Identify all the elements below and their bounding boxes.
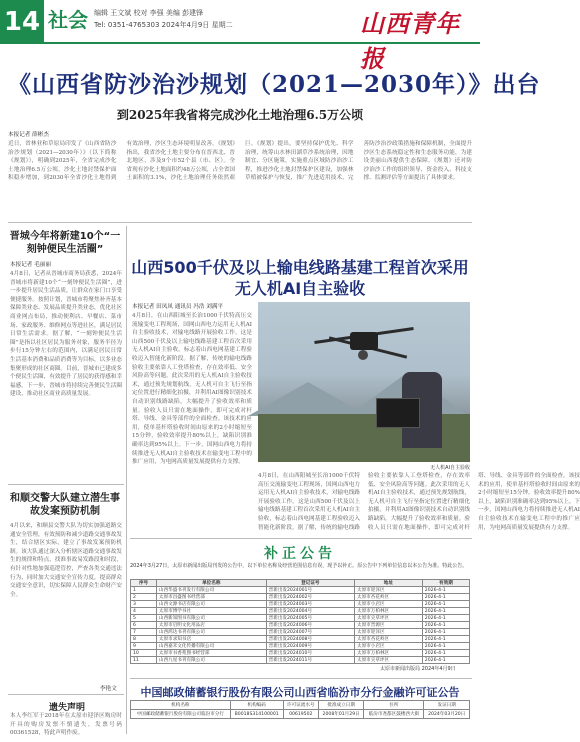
divider — [130, 538, 472, 539]
table-cell: 山西鸿达书刊有限公司 — [156, 629, 266, 636]
notice-table — [130, 579, 470, 664]
table-cell: 太原市小店区 — [354, 643, 422, 650]
controller-screen — [376, 398, 420, 428]
table-cell: 中国邮政储蓄银行股份有限公司临汾市分行 — [131, 710, 231, 719]
table-cell: 临汾市尧都区鼓楼西大街 — [364, 710, 424, 719]
table-row — [131, 657, 470, 664]
drone-photo — [258, 302, 470, 462]
main-story-byline: 本报记者 田凤凤 通讯员 冯浩 刘满平 — [132, 304, 224, 310]
table-cell: 晋新出发2024007号 — [266, 629, 354, 636]
table-header-cell: 有效期 — [422, 580, 469, 587]
notice-lost-body: 本人李红军于2018年在太原市迎泽区购房时开具的购房发票不慎遗失，发票号码00361528，特此声明作废。 — [10, 713, 122, 737]
table-cell: 晋新出发2024006号 — [266, 622, 354, 629]
table-cell: 晋新出发2024002号 — [266, 594, 354, 601]
table-cell: 2026-4-1 — [422, 615, 469, 622]
table-header-row — [131, 580, 470, 587]
table-cell: 5 — [131, 615, 157, 622]
table-row — [131, 636, 470, 643]
table-cell: 机构名称 — [131, 701, 231, 710]
bank-license-table — [130, 700, 470, 719]
bank-row-head — [131, 701, 470, 710]
column-divider — [126, 226, 127, 734]
table-cell: 晋新出发2024008号 — [266, 636, 354, 643]
table-header-cell: 登记证号 — [266, 580, 354, 587]
table-header-cell: 序号 — [131, 580, 157, 587]
notice-lost-title: 遗失声明 — [48, 703, 85, 713]
table-cell: 2 — [131, 594, 157, 601]
table-cell: 晋新出发2024003号 — [266, 601, 354, 608]
table-cell: 山西九星书刊有限公司 — [156, 657, 266, 664]
table-cell: 晋新出发2024011号 — [266, 657, 354, 664]
table-cell: 2026-4-1 — [422, 650, 469, 657]
table-cell: 太原市杏花岭区 — [354, 594, 422, 601]
table-row — [131, 615, 470, 622]
table-cell: 3 — [131, 601, 157, 608]
bank-license-title: 中国邮政储蓄银行股份有限公司山西省临汾市分行金融许可证公告 — [140, 686, 460, 699]
main-story-headline: 山西500千伏及以上输电线路基建工程首次采用无人机AI自主验收 — [131, 258, 469, 298]
newspaper-masthead-logo: 山西青年报 — [360, 9, 460, 73]
table-cell: 太原市尖草坪区 — [354, 615, 422, 622]
table-cell: 晋新出发2024005号 — [266, 615, 354, 622]
table-cell: 2026-4-1 — [422, 601, 469, 608]
table-cell: 00619502 — [283, 710, 318, 719]
table-row — [131, 601, 470, 608]
notice-intro: 2024年3月27日，太原市新闻出版局刊发的公告中，以下单位名称及经营范围信息有误，现予以补正。原公告中下列单位信息以本公告为准。特此公告。 — [130, 563, 468, 569]
story-byline-jincheng: 本报记者 毛丽丽 — [10, 262, 51, 268]
table-cell: 山西华盛书刊发行有限公司 — [156, 587, 266, 594]
table-row — [131, 629, 470, 636]
table-cell: 10 — [131, 650, 157, 657]
divider — [8, 222, 472, 223]
story-title-jincheng: 晋城今年将新建10个“一刻钟便民生活圈” — [9, 231, 121, 255]
story-title-heshun: 和顺交警大队建立潜生事故发案预防机制 — [10, 493, 120, 517]
table-cell: 晋新出发2024009号 — [266, 643, 354, 650]
table-cell: 太原市迎泽区 — [354, 629, 422, 636]
table-cell: 太原市晋源区 — [354, 622, 422, 629]
divider — [130, 678, 472, 679]
table-cell: 太原市博学书社 — [156, 608, 266, 615]
story-body-jincheng: 4月8日，记者从晋城市商务局获悉，2024年晋城市将新建10个“一刻钟便民生活圈”，进一步提升居民生活品质，让群众在家门口享受便捷服务。按照计划，晋城市将聚焦补齐基本保障类业态、发展品质提升类业态，优化社区商业网点布局，推动便利店、早餐店、菜市场、家政服务、维修网点等进社区，满足居民日常生活需求。据了解，“一刻钟便民生活圈”是指以社区居民为服务对象，服务半径为步行15分钟左右的范围内，以满足居民日常生活基本消费和品质消费等为目标，以多业态集聚形成的社区商圈。目前，晋城市已建成多个便民生活圈，有效提升了居民的获得感和幸福感。下一步，晋城市将持续完善便民生活圈建设，推动社区商业高质量发展。 — [10, 271, 122, 398]
divider — [8, 694, 124, 695]
table-cell: 2026-4-1 — [422, 622, 469, 629]
table-cell: 山西新知图书有限公司 — [156, 615, 266, 622]
table-cell: 2024年03月20日 — [424, 710, 470, 719]
table-cell: 太原市小店区 — [354, 601, 422, 608]
drone-camera-icon — [358, 350, 368, 360]
table-cell: 批准成立日期 — [318, 701, 364, 710]
table-cell: 太原市启明文化用品店 — [156, 622, 266, 629]
editors-line: 编辑 王文斌 校对 李强 美编 彭建锋 — [94, 9, 204, 17]
table-cell: 2026-4-1 — [422, 643, 469, 650]
table-cell: 8 — [131, 636, 157, 643]
date-line: Tel: 0351-4765303 2024年4月9日 星期二 — [94, 21, 233, 29]
story-byline-heshun: 李艳文 — [100, 686, 117, 692]
table-cell: 4 — [131, 608, 157, 615]
table-header-cell: 单位名称 — [156, 580, 266, 587]
table-cell: 太原市书香苑图书经营部 — [156, 650, 266, 657]
lead-subhead: 到2025年我省将完成沙化土地治理6.5万公顷 — [116, 108, 364, 122]
main-story-body-col2: 4月8日，在山西阳城至长治1000千伏特高压交流输变电工程现场，国网山西电力运用无人机AI自主验收技术，对输电线路开展验收工作。这是山西500千伏及以上输电线路基建工程首次采用无人机AI自主验收，标志着山西电网基建工程验收迈入智能化新阶段。据了解，传统的输电线路验收主要依靠人工登塔检查，存在效率低、安全风险高等问题。此次采用的无人机AI自主验收技术，通过预先规划航线，无人机可自主飞行至指定位置进行精细化拍摄，并利用AI图像识别技术自动识别线路缺陷，大幅提升了验收效率和质量。验收人员只需在地面操作，即可完成对杆塔、导线、金具等部件的全面检查。该技术的应用，使单基杆塔验收时间由原来的2小时缩短至15分钟，验收效率提升80%以上，缺陷识别准确率达到95%以上。下一步，国网山西电力将持续推进无人机AI自主验收技术在输变电工程中的推广应用，为电网高质量发展提供有力支撑。 — [258, 473, 580, 531]
table-cell: 2026-4-1 — [422, 629, 469, 636]
lead-headline: 《山西省防沙治沙规划（2021—2030年）》出台 — [8, 71, 541, 98]
table-cell: 太原市迎泽区 — [354, 587, 422, 594]
table-cell: B0018S314100001 — [230, 710, 283, 719]
table-cell: 太原市杏花岭区 — [354, 636, 422, 643]
drone-body — [350, 332, 378, 350]
table-row — [131, 594, 470, 601]
table-cell: 晋新出发2024001号 — [266, 587, 354, 594]
section-title: 社会 — [48, 8, 88, 32]
notice-table-body — [131, 587, 470, 664]
table-cell: 机构编码 — [230, 701, 283, 710]
lead-byline: 本报记者 薛彬杰 — [8, 132, 49, 138]
bank-row-values — [131, 710, 470, 719]
table-cell: 发证日期 — [424, 701, 470, 710]
table-row — [131, 622, 470, 629]
table-cell: 太原市万柏林区 — [354, 608, 422, 615]
table-cell: 住所 — [364, 701, 424, 710]
table-cell: 11 — [131, 657, 157, 664]
page-number: 14 — [0, 0, 44, 44]
main-story-body-col1: 4月8日，在山西阳城至长治1000千伏特高压交流输变电工程现场，国网山西电力运用无人机AI自主验收技术，对输电线路开展验收工作。这是山西500千伏及以上输电线路基建工程首次采用无人机AI自主验收，标志着山西电网基建工程验收迈入智能化新阶段。据了解，传统的输电线路验收主要依靠人工登塔检查，存在效率低、安全风险高等问题。此次采用的无人机AI自主验收技术，通过预先规划航线，无人机可自主飞行至指定位置进行精细化拍摄，并利用AI图像识别技术自动识别线路缺陷，大幅提升了验收效率和质量。验收人员只需在地面操作，即可完成对杆塔、导线、金具等部件的全面检查。该技术的应用，使单基杆塔验收时间由原来的2小时缩短至15分钟，验收效率提升80%以上，缺陷识别准确率达到95%以上。下一步，国网山西电力将持续推进无人机AI自主验收技术在输变电工程中的推广应用，为电网高质量发展提供有力支撑。 — [132, 313, 252, 466]
table-cell: 2026-4-1 — [422, 587, 469, 594]
table-cell: 1 — [131, 587, 157, 594]
table-cell: 太原市昌盛图书经营部 — [156, 594, 266, 601]
table-row — [131, 608, 470, 615]
table-cell: 许可证流水号 — [283, 701, 318, 710]
table-row — [131, 650, 470, 657]
table-cell: 2026-4-1 — [422, 594, 469, 601]
table-row — [131, 587, 470, 594]
table-cell: 2026-4-1 — [422, 657, 469, 664]
table-cell: 太原市万柏林区 — [354, 650, 422, 657]
notice-footer: 太原市新闻出版局 2024年4月9日 — [380, 666, 456, 672]
notice-title: 补正公告 — [264, 546, 336, 562]
table-cell: 晋新出发2024004号 — [266, 608, 354, 615]
lead-body: 近日，省林业和草原局印发了《山西省防沙治沙规划（2021—2030年）》（以下简称《规划》），明确到2025年，全省完成沙化土地治理6.5万公顷，沙化土地封禁保护面积稳步增加，到2030年全省沙化土地得到有效治理，沙区生态环境明显改善。《规划》指出，我省沙化土地主要分布在晋西北、晋北地区，涉及9个市52个县（市、区）。全省现有沙化土地面积约48万公顷，占全省国土面积的3.1%，沙化土地治理任务依然艰巨。《规划》提出，要坚持保护优先、科学治理，统筹山水林田湖草沙系统治理，因地制宜、分区施策，实施重点区域防沙治沙工程，推进沙化土地封禁保护区建设，加强林草植被保护与恢复，推广先进适用技术，完善防沙治沙政策措施和保障机制，全面提升沙区生态系统稳定性和生态服务功能，为建设美丽山西提供生态保障。《规划》还对防沙治沙工作的组织领导、资金投入、科技支撑、监测评估等方面提出了具体要求。 — [8, 141, 472, 182]
table-cell: 9 — [131, 643, 157, 650]
photo-caption: 无人机AI自主验收 — [430, 465, 470, 471]
table-cell: 太原市尖草坪区 — [354, 657, 422, 664]
table-cell: 2026-4-1 — [422, 608, 469, 615]
table-cell: 6 — [131, 622, 157, 629]
table-cell: 山西嘉禾文化传播有限公司 — [156, 643, 266, 650]
table-row — [131, 643, 470, 650]
table-cell: 2008年01月29日 — [318, 710, 364, 719]
table-cell: 山西文源书店有限公司 — [156, 601, 266, 608]
table-cell: 晋新出发2024010号 — [266, 650, 354, 657]
table-cell: 太原市求知书店 — [156, 636, 266, 643]
table-cell: 7 — [131, 629, 157, 636]
story-body-heshun: 4月以来，和顺县交警大队为切实加强道路交通安全管理，有效预防和减少道路交通事故发生，结合辖区实际，建立了事故发案预防机制。该大队通过深入分析辖区道路交通事故发生的规律和特点，找准事故易发路段和时段，有针对性地加强巡逻管控，严查各类交通违法行为，同时加大交通安全宣传力度，提高群众交通安全意识，切实保障人民群众生命财产安全。 — [10, 523, 122, 598]
table-cell: 2026-4-1 — [422, 636, 469, 643]
table-header-cell: 地址 — [354, 580, 422, 587]
divider — [8, 484, 124, 485]
